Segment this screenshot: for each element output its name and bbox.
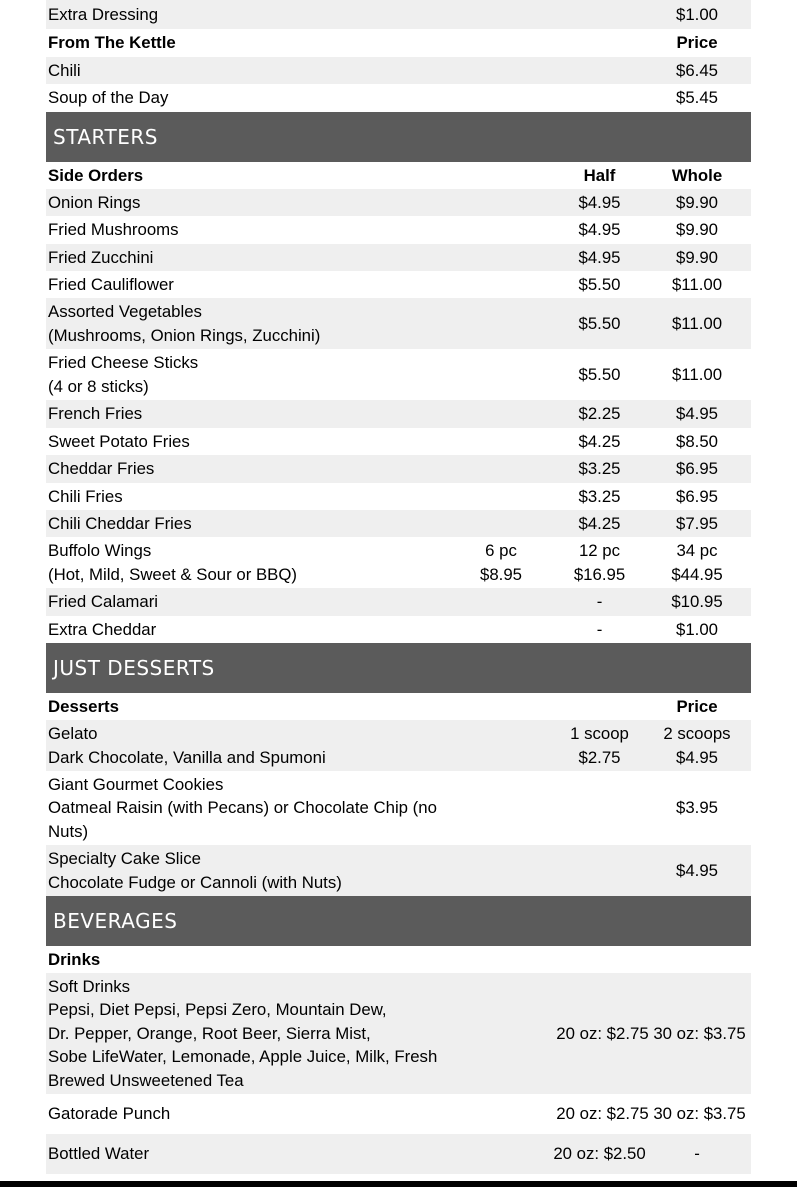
kettle-header-row	[46, 29, 751, 57]
item-description: (4 or 8 sticks)	[48, 376, 149, 396]
item-half-price: $4.25	[578, 431, 621, 451]
column-header-half: Half	[583, 165, 616, 185]
item-name: Chili	[48, 60, 81, 80]
item-price: $3.95	[676, 798, 718, 818]
item-name: Extra Cheddar	[48, 619, 157, 639]
section-band-desserts: JUST DESSERTS	[46, 643, 751, 693]
menu-row-extra-dressing	[46, 0, 751, 29]
item-price-20oz: 20 oz: $2.50	[553, 1144, 646, 1164]
item-whole-price: $6.95	[676, 486, 718, 506]
gelato-size-small: 1 scoop	[570, 724, 629, 744]
item-name: Soup of the Day	[48, 88, 169, 108]
menu-row	[46, 189, 751, 216]
menu-row	[46, 588, 751, 616]
item-name: Assorted Vegetables	[48, 302, 202, 322]
item-whole-price: $11.00	[671, 274, 723, 294]
item-description-line: Pepsi, Diet Pepsi, Pepsi Zero, Mountain Dew,	[48, 1000, 387, 1020]
item-price: $1.00	[676, 4, 718, 24]
menu-row	[46, 428, 751, 455]
item-whole-price: $8.50	[676, 431, 718, 451]
item-description-line: Dr. Pepper, Orange, Root Beer, Sierra Mist,	[48, 1023, 371, 1043]
item-half-price: $4.95	[578, 220, 621, 240]
item-half-price: -	[596, 619, 603, 639]
gelato-price-large: $4.95	[676, 747, 718, 767]
item-name: Bottled Water	[48, 1144, 150, 1164]
section-title-side-orders: Side Orders	[48, 165, 144, 185]
gelato-size-large: 2 scoops	[663, 724, 731, 744]
item-whole-price: $6.95	[676, 459, 718, 479]
item-whole-price: $10.95	[671, 592, 723, 612]
menu-row-wings	[46, 537, 751, 588]
item-price: $5.45	[676, 88, 718, 108]
item-half-price: $4.95	[578, 192, 621, 212]
menu-row-gelato	[46, 720, 751, 771]
column-header-whole: Whole	[671, 165, 723, 185]
item-description: Chocolate Fudge or Cannoli (with Nuts)	[48, 872, 342, 892]
wings-price-large: $44.95	[671, 564, 723, 584]
item-whole-price: $4.95	[676, 404, 718, 424]
item-half-price: $2.25	[578, 404, 621, 424]
item-name: Chili Cheddar Fries	[48, 513, 192, 533]
menu-row-water	[46, 1134, 751, 1174]
item-description: Dark Chocolate, Vanilla and Spumoni	[48, 747, 326, 767]
section-band-starters: STARTERS	[46, 112, 751, 162]
item-half-price: $4.25	[578, 513, 621, 533]
wings-price-small: $8.95	[480, 564, 522, 584]
item-name: Extra Dressing	[48, 4, 159, 24]
gelato-price-small: $2.75	[578, 747, 621, 767]
menu-row	[46, 349, 751, 400]
item-whole-price: $9.90	[676, 247, 718, 267]
item-whole-price: $1.00	[676, 619, 718, 639]
menu-row-chili	[46, 57, 751, 84]
menu-row-soft-drinks	[46, 973, 751, 1094]
item-price: $6.45	[676, 60, 718, 80]
item-name: Onion Rings	[48, 192, 141, 212]
item-half-price: $5.50	[578, 364, 621, 384]
starters-header-row	[46, 162, 751, 189]
desserts-header-row	[46, 693, 751, 720]
item-half-price: $5.50	[578, 313, 621, 333]
item-name: Chili Fries	[48, 486, 123, 506]
wings-size-small: 6 pc	[485, 541, 517, 561]
item-description-line: Sobe LifeWater, Lemonade, Apple Juice, Milk, Fresh	[48, 1047, 438, 1067]
item-whole-price: $11.00	[671, 364, 723, 384]
item-name: French Fries	[48, 404, 143, 424]
item-whole-price: $7.95	[676, 513, 718, 533]
item-description: (Mushrooms, Onion Rings, Zucchini)	[48, 325, 321, 345]
item-whole-price: $11.00	[671, 313, 723, 333]
section-title-drinks: Drinks	[48, 949, 101, 969]
item-price: $4.95	[676, 860, 718, 880]
item-name: Fried Mushrooms	[48, 220, 179, 240]
item-description: Oatmeal Raisin (with Pecans) or Chocolate Chip (no Nuts)	[48, 798, 437, 841]
item-name: Specialty Cake Slice	[48, 849, 201, 869]
menu-row-gatorade	[46, 1094, 751, 1134]
item-half-price: $4.95	[578, 247, 621, 267]
menu-page	[46, 0, 751, 1174]
item-half-price: $3.25	[578, 486, 621, 506]
item-name: Fried Cheese Sticks	[48, 353, 199, 373]
section-band-beverages: BEVERAGES	[46, 896, 751, 946]
section-title-desserts: Desserts	[48, 696, 119, 716]
menu-row	[46, 510, 751, 537]
menu-row-cookies	[46, 771, 751, 845]
item-price: 20 oz: $2.75 30 oz: $3.75	[556, 1104, 746, 1124]
item-name: Cheddar Fries	[48, 459, 155, 479]
section-title-kettle: From The Kettle	[48, 33, 176, 53]
item-name: Buffolo Wings	[48, 541, 152, 561]
menu-row	[46, 298, 751, 349]
item-name: Giant Gourmet Cookies	[48, 774, 224, 794]
column-header-price: Price	[676, 696, 718, 716]
menu-row	[46, 244, 751, 271]
item-description-line: Brewed Unsweetened Tea	[48, 1070, 244, 1090]
beverages-header-row	[46, 946, 751, 973]
item-name: Soft Drinks	[48, 976, 131, 996]
wings-size-large: 34 pc	[676, 541, 718, 561]
item-name: Sweet Potato Fries	[48, 431, 190, 451]
wings-price-medium: $16.95	[573, 564, 626, 584]
menu-row	[46, 216, 751, 244]
column-header-price: Price	[676, 33, 718, 53]
item-name: Gelato	[48, 724, 98, 744]
menu-row-cake	[46, 845, 751, 896]
item-name: Fried Calamari	[48, 592, 159, 612]
item-half-price: -	[596, 592, 603, 612]
item-price-30oz: -	[694, 1144, 700, 1164]
item-description: (Hot, Mild, Sweet & Sour or BBQ)	[48, 564, 297, 584]
item-whole-price: $9.90	[676, 220, 718, 240]
item-half-price: $5.50	[578, 274, 621, 294]
menu-row	[46, 400, 751, 428]
item-half-price: $3.25	[578, 459, 621, 479]
item-price: 20 oz: $2.75 30 oz: $3.75	[556, 1023, 746, 1043]
item-whole-price: $9.90	[676, 192, 718, 212]
item-name: Fried Cauliflower	[48, 274, 174, 294]
menu-row	[46, 455, 751, 483]
wings-size-medium: 12 pc	[578, 541, 621, 561]
menu-row	[46, 616, 751, 643]
page-bottom-border	[0, 1181, 797, 1187]
menu-row-soup	[46, 84, 751, 112]
item-name: Gatorade Punch	[48, 1104, 171, 1124]
menu-row	[46, 271, 751, 298]
menu-row	[46, 483, 751, 510]
item-name: Fried Zucchini	[48, 247, 154, 267]
